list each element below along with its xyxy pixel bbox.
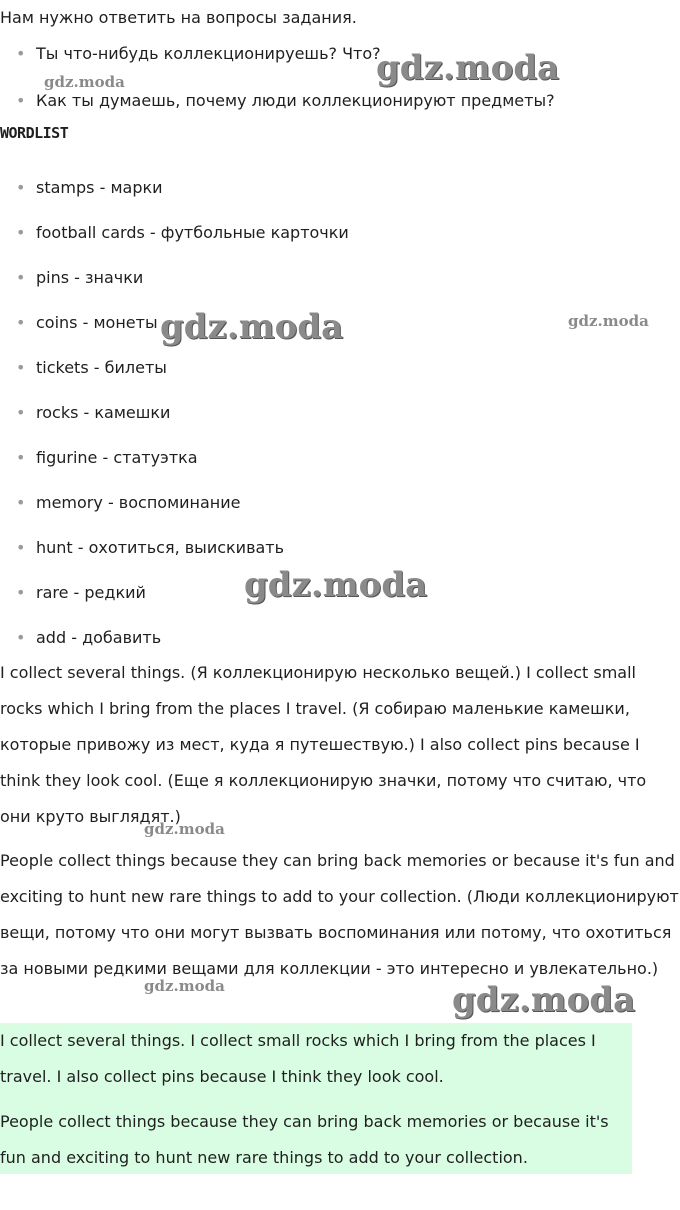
bullet-icon: • [16,493,26,512]
bullet-icon: • [16,178,26,197]
wordlist-text: stamps - марки [36,178,163,197]
bullet-icon: • [16,358,26,377]
highlighted-answer: I collect several things. I collect small rocks which I bring from the places I travel. I also collect pins because I think they look cool. [0,1031,596,1086]
watermark-logo: gdz.moda [44,73,125,91]
wordlist-heading: WORDLIST [0,124,69,142]
wordlist-text: tickets - билеты [36,358,167,377]
bullet-icon: • [16,223,26,242]
watermark-logo: gdz.moda [144,820,225,838]
intro-text: Нам нужно ответить на вопросы задания. [0,8,357,27]
wordlist-item [0,447,349,492]
wordlist-text: coins - монеты [36,313,158,332]
question-text: Как ты думаешь, почему люди коллекционируют предметы? [36,91,555,110]
bullet-icon: • [16,313,26,332]
bullet-icon: • [16,583,26,602]
watermark-logo: gdz.moda [160,307,344,347]
bullet-icon: • [16,628,26,647]
wordlist-item [0,177,349,222]
bullet-icon: • [16,448,26,467]
highlighted-answer: People collect things because they can bring back memories or because it's fun and exciting to hunt new rare things to add to your collection. [0,1112,609,1167]
watermark-logo: gdz.moda [452,980,636,1020]
wordlist-text: figurine - статуэтка [36,448,198,467]
watermark-logo: gdz.moda [244,565,428,605]
watermark-logo: gdz.moda [144,977,225,995]
watermark-logo: gdz.moda [568,312,649,330]
wordlist-item [0,402,349,447]
wordlist-text: add - добавить [36,628,162,647]
wordlist-text: rocks - камешки [36,403,171,422]
watermark-logo: gdz.moda [376,48,560,88]
bullet-icon: • [16,538,26,557]
bullet-icon: • [16,44,26,63]
bullet-icon: • [16,403,26,422]
wordlist-item [0,267,349,312]
answer-paragraph-translated: I collect several things. (Я коллекционирую несколько вещей.) I collect small rocks which I bring from the places I travel. (Я собираю маленькие камешки, которые привожу из мест, куда я путешествую.) I also collect pins because I think they look cool. (Еще я коллекционирую значки, потому что считаю, что они круто выглядят.) [0,663,647,826]
wordlist-item [0,222,349,267]
wordlist-text: hunt - охотиться, выискивать [36,538,285,557]
wordlist-text: rare - редкий [36,583,146,602]
bullet-icon: • [16,91,26,110]
wordlist-text: pins - значки [36,268,144,287]
question-text: Ты что-нибудь коллекционируешь? Что? [36,44,381,63]
bullet-icon: • [16,268,26,287]
wordlist-text: football cards - футбольные карточки [36,223,349,242]
question-item [0,90,555,112]
wordlist-item [0,357,349,402]
answer-paragraph-translated: People collect things because they can bring back memories or because it's fun and exciting to hunt new rare things to add to your collection. (Люди коллекционируют вещи, потому что они могут вызвать воспоминания или потому, что охотиться за новыми редкими вещами для коллекции - это интересно и увлекательно.) [0,851,679,978]
wordlist-item [0,492,349,537]
wordlist-text: memory - воспоминание [36,493,241,512]
